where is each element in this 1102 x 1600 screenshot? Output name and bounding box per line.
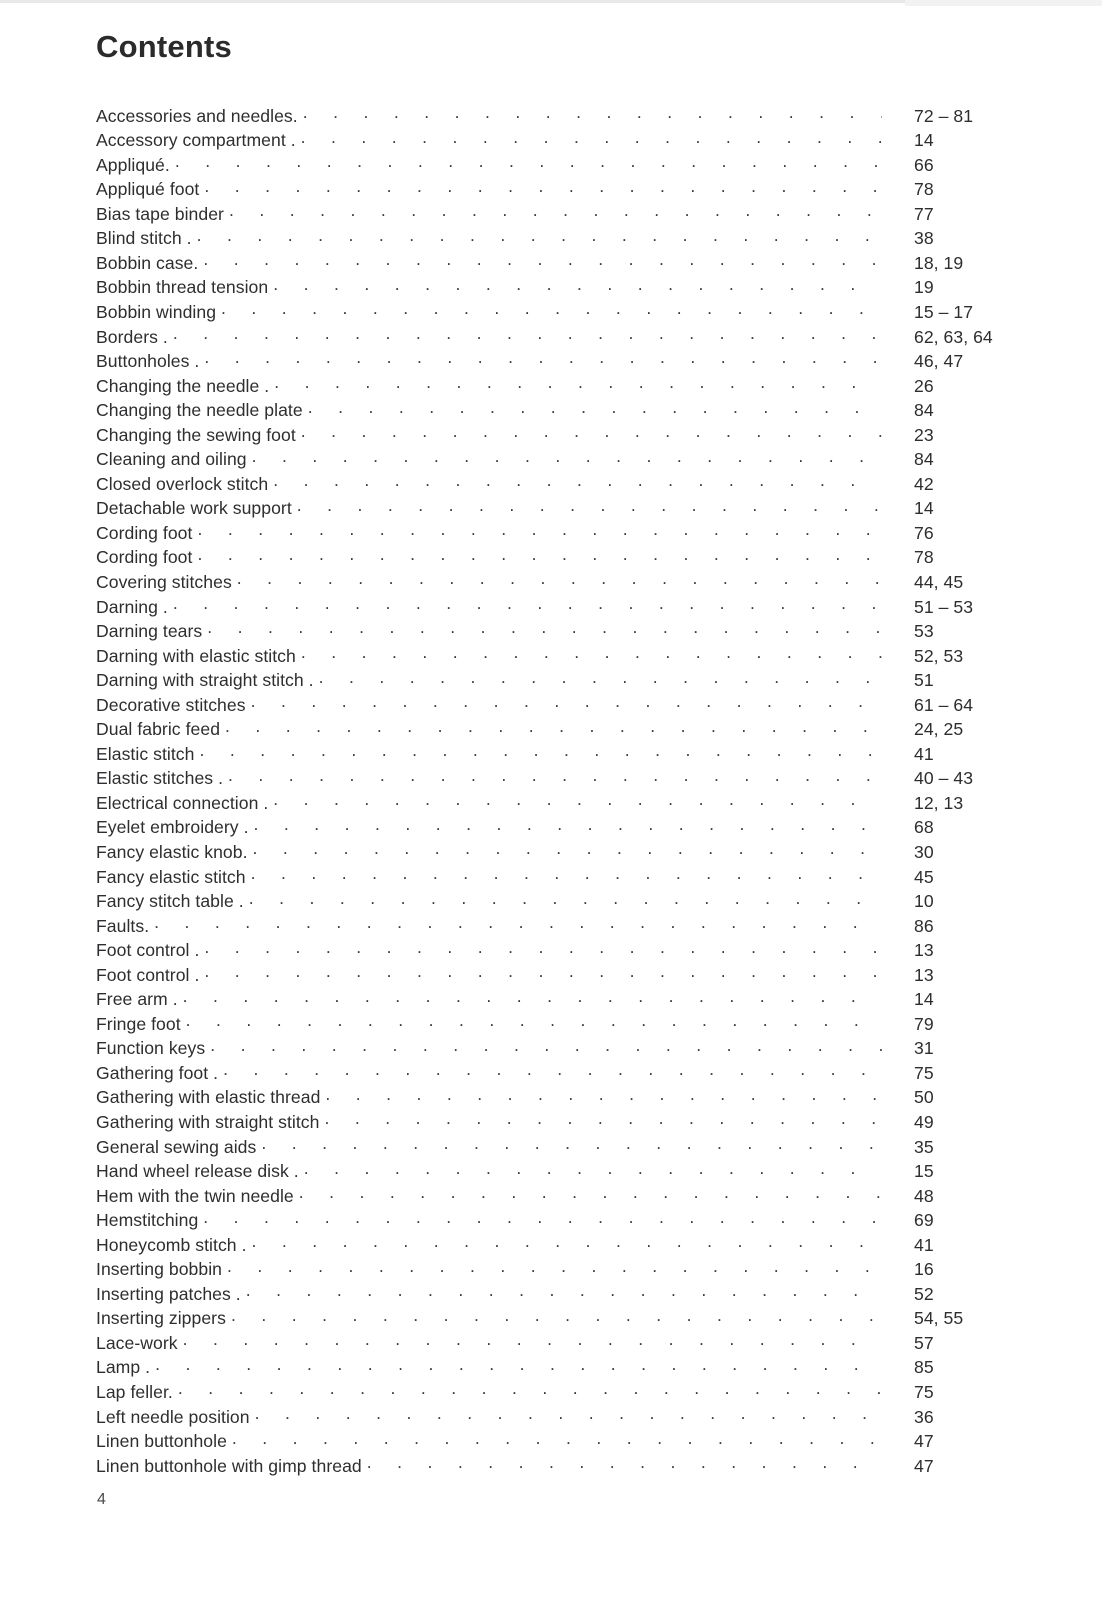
toc-entry-label: Darning with straight stitch . (96, 670, 314, 691)
toc-entry-page-number: 78 (914, 547, 934, 568)
toc-entry-page-number: 68 (914, 817, 934, 838)
toc-leader-dots (199, 742, 882, 760)
toc-entry-label: Buttonholes . (96, 351, 200, 372)
toc-entry-page-number: 78 (914, 179, 934, 200)
toc-leader-dots (228, 767, 882, 785)
toc-leader-dots (207, 619, 882, 637)
toc-entry-page-number: 54, 55 (914, 1308, 964, 1329)
table-of-contents (96, 104, 1016, 1479)
toc-entry-page-number: 76 (914, 522, 934, 543)
toc-entry[interactable] (96, 939, 1016, 964)
toc-entry[interactable] (96, 1233, 1016, 1258)
toc-entry[interactable] (96, 840, 1016, 865)
toc-entry-page-number: 30 (914, 842, 934, 862)
toc-entry[interactable] (96, 1012, 1016, 1037)
toc-entry-label: Fancy elastic stitch (96, 866, 246, 887)
toc-entry-page-number: 24, 25 (914, 719, 964, 740)
toc-entry-page-number: 16 (914, 1259, 934, 1280)
toc-entry-page-number: 15 (914, 1161, 934, 1182)
toc-entry-page-number: 13 (914, 940, 934, 961)
toc-entry[interactable] (96, 1356, 1016, 1381)
toc-entry-page-number: 12, 13 (914, 792, 964, 813)
toc-entry[interactable] (96, 497, 1016, 522)
toc-entry[interactable] (96, 129, 1016, 154)
toc-entry-label: Inserting zippers (96, 1308, 226, 1329)
toc-entry[interactable] (96, 914, 1016, 939)
toc-entry[interactable] (96, 669, 1016, 694)
toc-entry[interactable] (96, 890, 1016, 915)
scan-edge-artifact-right (905, 0, 1102, 6)
toc-entry[interactable] (96, 865, 1016, 890)
toc-leader-dots (253, 840, 882, 858)
toc-entry[interactable] (96, 718, 1016, 743)
toc-entry-page-number: 51 (914, 670, 934, 691)
toc-entry[interactable] (96, 300, 1016, 325)
toc-entry[interactable] (96, 227, 1016, 252)
toc-entry[interactable] (96, 202, 1016, 227)
toc-leader-dots (203, 1209, 882, 1227)
toc-entry-page-number: 75 (914, 1382, 934, 1403)
toc-leader-dots (252, 448, 882, 466)
toc-entry-label: Inserting bobbin (96, 1259, 223, 1280)
toc-entry[interactable] (96, 349, 1016, 374)
toc-entry-page-number: 84 (914, 449, 934, 470)
toc-entry-label: Accessories and needles. (96, 105, 298, 126)
toc-entry[interactable] (96, 546, 1016, 571)
toc-entry[interactable] (96, 1209, 1016, 1234)
toc-entry-page-number: 53 (914, 621, 934, 642)
toc-entry[interactable] (96, 570, 1016, 595)
toc-leader-dots (237, 570, 882, 588)
toc-entry-page-number: 40 – 43 (914, 768, 974, 789)
toc-leader-dots (183, 1331, 882, 1349)
toc-entry-label: Fancy elastic knob. (96, 842, 248, 862)
toc-entry[interactable] (96, 472, 1016, 497)
toc-leader-dots (155, 1356, 882, 1374)
toc-entry-label: Bias tape binder (96, 203, 224, 224)
toc-entry[interactable] (96, 423, 1016, 448)
toc-leader-dots (301, 644, 882, 662)
toc-entry[interactable] (96, 1430, 1016, 1455)
toc-entry-page-number: 18, 19 (914, 252, 964, 273)
toc-entry[interactable] (96, 1086, 1016, 1111)
toc-leader-dots (203, 251, 882, 269)
toc-entry-label: Bobbin case. (96, 252, 199, 273)
toc-leader-dots (274, 374, 882, 392)
toc-entry-page-number: 14 (914, 130, 934, 151)
toc-entry-label: Darning with elastic stitch (96, 645, 296, 666)
toc-leader-dots (304, 1160, 882, 1178)
toc-entry-label: Gathering with elastic thread (96, 1087, 321, 1108)
toc-leader-dots (324, 1110, 882, 1128)
toc-entry[interactable] (96, 816, 1016, 841)
toc-entry-label: Decorative stitches (96, 694, 246, 715)
toc-entry-page-number: 26 (914, 375, 934, 396)
toc-leader-dots (246, 1282, 882, 1300)
toc-leader-dots (229, 202, 882, 220)
toc-entry-page-number: 35 (914, 1136, 934, 1157)
toc-leader-dots (252, 1233, 882, 1251)
toc-entry-page-number: 50 (914, 1087, 934, 1108)
toc-entry-page-number: 46, 47 (914, 351, 964, 372)
toc-entry[interactable] (96, 521, 1016, 546)
toc-entry[interactable] (96, 251, 1016, 276)
toc-leader-dots (223, 1061, 882, 1079)
toc-entry-page-number: 52 (914, 1283, 934, 1304)
toc-leader-dots (273, 791, 882, 809)
toc-entry-label: Bobbin thread tension (96, 277, 269, 298)
toc-leader-dots (197, 546, 882, 564)
toc-entry-label: Left needle position (96, 1406, 250, 1427)
toc-entry-page-number: 79 (914, 1013, 934, 1034)
toc-entry[interactable] (96, 1037, 1016, 1062)
toc-entry-label: Hemstitching (96, 1210, 199, 1231)
toc-leader-dots (221, 300, 882, 318)
toc-entry-label: Cleaning and oiling (96, 449, 247, 470)
toc-entry-page-number: 31 (914, 1038, 934, 1059)
toc-entry-label: Darning . (96, 596, 168, 617)
toc-entry[interactable] (96, 1184, 1016, 1209)
toc-entry[interactable] (96, 1282, 1016, 1307)
toc-entry-page-number: 84 (914, 400, 934, 421)
toc-leader-dots (210, 1037, 882, 1055)
toc-entry[interactable] (96, 767, 1016, 792)
toc-entry-label: Fringe foot (96, 1013, 181, 1034)
toc-entry[interactable] (96, 742, 1016, 767)
toc-leader-dots (273, 276, 882, 294)
toc-entry[interactable] (96, 1135, 1016, 1160)
toc-entry-page-number: 36 (914, 1406, 934, 1427)
toc-entry-page-number: 15 – 17 (914, 301, 974, 322)
toc-leader-dots (197, 521, 882, 539)
toc-leader-dots (255, 1405, 882, 1423)
toc-entry[interactable] (96, 1307, 1016, 1332)
toc-leader-dots (204, 939, 882, 957)
toc-entry-page-number: 44, 45 (914, 571, 964, 592)
toc-entry[interactable] (96, 374, 1016, 399)
toc-entry-label: Lamp . (96, 1357, 151, 1378)
toc-entry-label: Linen buttonhole (96, 1431, 227, 1452)
toc-entry[interactable] (96, 963, 1016, 988)
toc-leader-dots (367, 1454, 882, 1472)
toc-entry-page-number: 10 (914, 891, 934, 912)
toc-leader-dots (178, 1380, 882, 1398)
toc-entry-label: Free arm . (96, 989, 178, 1010)
toc-entry-label: Linen buttonhole with gimp thread (96, 1455, 362, 1476)
toc-leader-dots (204, 963, 882, 981)
toc-entry[interactable] (96, 988, 1016, 1013)
toc-entry-page-number: 42 (914, 473, 934, 494)
toc-entry-label: Accessory compartment . (96, 130, 296, 151)
toc-leader-dots (319, 669, 882, 687)
toc-entry-page-number: 57 (914, 1332, 934, 1353)
toc-entry-label: Closed overlock stitch (96, 473, 269, 494)
toc-entry-page-number: 41 (914, 1234, 934, 1255)
toc-entry-label: Faults. (96, 915, 150, 936)
toc-entry[interactable] (96, 1061, 1016, 1086)
page-title: Contents (96, 28, 232, 64)
toc-leader-dots (254, 816, 882, 834)
toc-entry-page-number: 66 (914, 154, 934, 175)
toc-entry-label: Elastic stitches . (96, 768, 224, 789)
toc-entry-label: Changing the sewing foot (96, 424, 296, 445)
toc-entry-page-number: 48 (914, 1185, 934, 1206)
toc-entry-page-number: 86 (914, 915, 934, 936)
toc-entry-page-number: 13 (914, 964, 934, 985)
toc-entry-label: Foot control . (96, 964, 200, 985)
toc-leader-dots (175, 153, 882, 171)
toc-entry[interactable] (96, 1454, 1016, 1479)
toc-leader-dots (232, 1430, 882, 1448)
toc-entry[interactable] (96, 619, 1016, 644)
toc-entry-page-number: 72 – 81 (914, 105, 974, 126)
toc-entry-label: Detachable work support (96, 498, 292, 519)
toc-entry[interactable] (96, 644, 1016, 669)
toc-entry-page-number: 69 (914, 1210, 934, 1231)
toc-entry-label: Appliqué. (96, 154, 170, 175)
toc-entry-label: Elastic stitch (96, 743, 195, 764)
toc-entry-label: Covering stitches (96, 571, 232, 592)
toc-entry[interactable] (96, 104, 1016, 129)
toc-entry-label: Fancy stitch table . (96, 891, 244, 912)
toc-entry-label: Dual fabric feed (96, 719, 221, 740)
toc-leader-dots (261, 1135, 882, 1153)
toc-entry-page-number: 52, 53 (914, 645, 964, 666)
toc-leader-dots (225, 718, 882, 736)
toc-leader-dots (301, 423, 882, 441)
toc-entry-label: Hem with the twin needle (96, 1185, 294, 1206)
toc-entry-page-number: 75 (914, 1062, 934, 1083)
toc-entry[interactable] (96, 1380, 1016, 1405)
toc-leader-dots (173, 325, 882, 343)
toc-entry-label: Inserting patches . (96, 1283, 241, 1304)
toc-entry-page-number: 45 (914, 866, 934, 887)
toc-entry[interactable] (96, 153, 1016, 178)
toc-leader-dots (154, 914, 882, 932)
toc-entry[interactable] (96, 791, 1016, 816)
toc-entry-page-number: 14 (914, 498, 934, 519)
toc-entry[interactable] (96, 1258, 1016, 1283)
toc-leader-dots (183, 988, 882, 1006)
toc-leader-dots (227, 1258, 882, 1276)
toc-entry[interactable] (96, 1405, 1016, 1430)
toc-leader-dots (173, 595, 882, 613)
toc-entry-label: Lap feller. (96, 1382, 173, 1403)
toc-entry-page-number: 14 (914, 989, 934, 1010)
toc-entry-label: Gathering with straight stitch (96, 1112, 320, 1133)
page-folio-number: 4 (97, 1491, 106, 1508)
toc-entry-page-number: 51 – 53 (914, 596, 974, 617)
toc-leader-dots (204, 349, 882, 367)
toc-leader-dots (197, 227, 882, 245)
toc-entry[interactable] (96, 325, 1016, 350)
toc-leader-dots (231, 1307, 882, 1325)
toc-leader-dots (251, 865, 882, 883)
toc-entry-label: Honeycomb stitch . (96, 1234, 247, 1255)
toc-entry-label: Bobbin winding (96, 301, 217, 322)
toc-entry-label: General sewing aids (96, 1136, 257, 1157)
toc-leader-dots (308, 399, 882, 417)
toc-entry-page-number: 62, 63, 64 (914, 326, 993, 347)
toc-entry[interactable] (96, 1160, 1016, 1185)
toc-entry[interactable] (96, 693, 1016, 718)
toc-entry-label: Lace-work (96, 1332, 178, 1353)
toc-entry-page-number: 77 (914, 203, 934, 224)
toc-leader-dots (325, 1086, 882, 1104)
toc-leader-dots (297, 497, 882, 515)
toc-entry-page-number: 41 (914, 743, 934, 764)
toc-entry-page-number: 49 (914, 1112, 934, 1133)
toc-entry-label: Changing the needle . (96, 375, 270, 396)
toc-leader-dots (273, 472, 882, 490)
toc-leader-dots (299, 1184, 882, 1202)
toc-entry-label: Darning tears (96, 621, 203, 642)
toc-entry-label: Electrical connection . (96, 792, 269, 813)
toc-entry[interactable] (96, 448, 1016, 473)
toc-entry-page-number: 61 – 64 (914, 694, 974, 715)
toc-entry-page-number: 85 (914, 1357, 934, 1378)
toc-leader-dots (186, 1012, 882, 1030)
toc-entry-page-number: 23 (914, 424, 934, 445)
toc-leader-dots (303, 104, 882, 122)
toc-leader-dots (204, 178, 882, 196)
toc-entry-label: Eyelet embroidery . (96, 817, 249, 838)
toc-entry[interactable] (96, 276, 1016, 301)
toc-entry-label: Changing the needle plate (96, 400, 303, 421)
toc-leader-dots (249, 890, 882, 908)
toc-entry[interactable] (96, 1110, 1016, 1135)
toc-entry-label: Appliqué foot (96, 179, 200, 200)
toc-entry-label: Borders . (96, 326, 168, 347)
toc-entry-page-number: 38 (914, 228, 934, 249)
toc-entry[interactable] (96, 595, 1016, 620)
toc-entry-page-number: 47 (914, 1431, 934, 1452)
toc-entry-label: Blind stitch . (96, 228, 192, 249)
toc-entry-label: Cording foot (96, 522, 193, 543)
toc-entry-label: Hand wheel release disk . (96, 1161, 299, 1182)
toc-leader-dots (301, 129, 882, 147)
toc-entry[interactable] (96, 399, 1016, 424)
toc-entry-page-number: 19 (914, 277, 934, 298)
toc-entry-label: Cording foot (96, 547, 193, 568)
toc-entry-page-number: 47 (914, 1455, 934, 1476)
toc-entry-label: Foot control . (96, 940, 200, 961)
toc-entry[interactable] (96, 178, 1016, 203)
toc-entry[interactable] (96, 1331, 1016, 1356)
toc-entry-label: Function keys (96, 1038, 206, 1059)
toc-entry-label: Gathering foot . (96, 1062, 219, 1083)
toc-leader-dots (251, 693, 882, 711)
